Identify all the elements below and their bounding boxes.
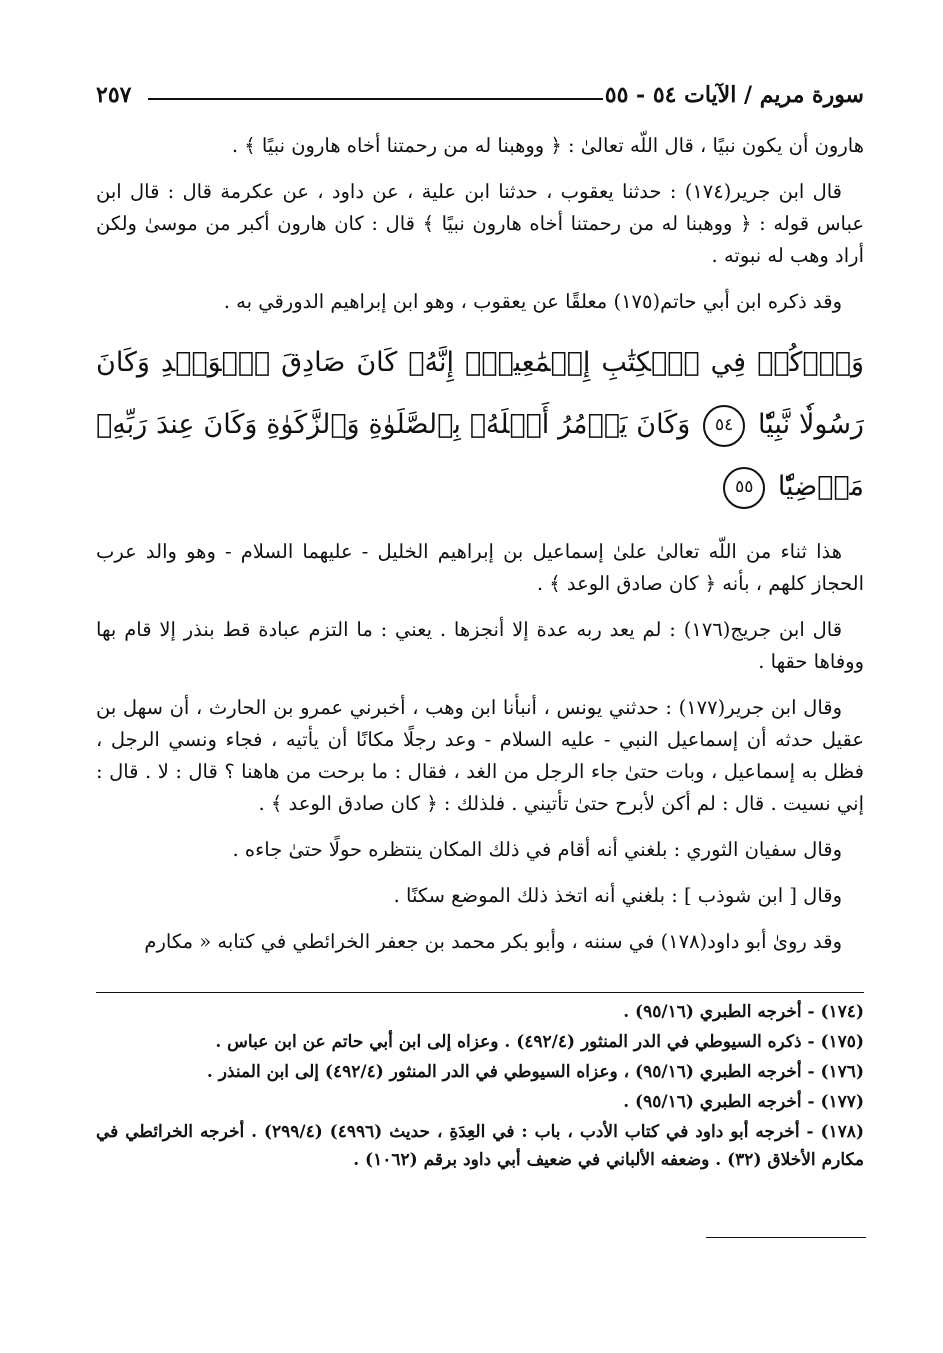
ayah-number-marker: ٥٤ <box>703 405 745 447</box>
footnote: (١٧٨) - أخرجه أبو داود في كتاب الأدب ، باب : في العِدَةِ ، حديث (٤٩٩٦) (٢٩٩/٤) . أخرجه الخرائطي في مكارم الأخلاق (٣٢) . وضعفه الألباني في ضعيف أبي داود برقم (١٠٦٢) . <box>96 1122 864 1170</box>
paragraph: وقال [ ابن شوذب ] : بلغني أنه اتخذ ذلك الموضع سكنًا . <box>393 884 842 907</box>
paragraph: وقال سفيان الثوري : بلغني أنه أقام في ذلك المكان ينتظره حولًا حتىٰ جاءه . <box>232 838 842 861</box>
paragraph: هذا ثناء من اللّه تعالىٰ علىٰ إسماعيل بن إبراهيم الخليل - عليهما السلام - وهو والد عرب الحجاز كلهم ، بأنه ﴿ كان صادق الوعد ﴾ . <box>96 540 864 595</box>
ayah-number-marker: ٥٥ <box>723 467 765 509</box>
page-number: ٢٥٧ <box>96 82 132 108</box>
end-rule <box>706 1237 866 1238</box>
footnote-rule <box>96 992 864 993</box>
footnote: (١٧٤) - أخرجه الطبري (٩٥/١٦) . <box>623 1002 864 1022</box>
body-text-top <box>96 130 864 972</box>
surah-heading: سورة مريم / الآيات ٥٤ - ٥٥ <box>604 82 864 108</box>
paragraph: قال ابن جريج(١٧٦) : لم يعد ربه عدة إلا أنجزها . يعني : ما التزم عبادة قط بنذر إلا قام بها ووفاها حقها . <box>96 618 864 673</box>
header-rule <box>148 98 603 100</box>
verse-text: وَكَانَ يَأۡمُرُ أَهۡلَهُۥ بِٱلصَّلَوٰةِ وَٱلزَّكَوٰةِ وَكَانَ عِندَ رَبِّهِۦ مَرۡضِيّٗا <box>96 409 864 502</box>
paragraph: وقد روىٰ أبو داود(١٧٨) في سننه ، وأبو بكر محمد بن جعفر الخرائطي في كتابه « مكارم <box>144 930 842 953</box>
paragraph: هارون أن يكون نبيًا ، قال اللّه تعالىٰ : ﴿ ووهبنا له من رحمتنا أخاه هارون نبيًا ﴾ . <box>231 134 864 157</box>
footnotes <box>96 998 864 1176</box>
footnote: (١٧٧) - أخرجه الطبري (٩٥/١٦) . <box>623 1092 864 1112</box>
paragraph: قال ابن جرير(١٧٤) : حدثنا يعقوب ، حدثنا ابن علية ، عن داود ، عن عكرمة قال : قال ابن عباس قوله : ﴿ ووهبنا له من رحمتنا أخاه هارون نبيًا ﴾ قال : كان هارون أكبر من موسىٰ ولكن أراد وهب له نبوته . <box>96 180 864 267</box>
paragraph: وقد ذكره ابن أبي حاتم(١٧٥) معلقًا عن يعقوب ، وهو ابن إبراهيم الدورقي به . <box>223 290 842 313</box>
page-header <box>96 78 864 118</box>
quran-verse <box>96 332 864 518</box>
footnote: (١٧٥) - ذكره السيوطي في الدر المنثور (٤٩٢/٤) . وعزاه إلى ابن أبي حاتم عن ابن عباس . <box>215 1032 864 1052</box>
paragraph: وقال ابن جرير(١٧٧) : حدثني يونس ، أنبأنا ابن وهب ، أخبرني عمرو بن الحارث ، أن سهل بن عقيل حدثه أن إسماعيل النبي - عليه السلام - وعد رجلًا مكانًا أن يأتيه ، فجاء ونسي الرجل ، فظل به إسماعيل ، وبات حتىٰ جاء الرجل من الغد ، فقال : ما برحت من هاهنا ؟ قال : لا . قال : إني نسيت . قال : لم أكن لأبرح حتىٰ تأتيني . فلذلك : ﴿ كان صادق الوعد ﴾ . <box>96 696 864 815</box>
verse-text: وَٱذۡكُرۡ فِي ٱلۡكِتَٰبِ إِسۡمَٰعِيلَۚ إِنَّهُۥ كَانَ صَادِقَ ٱلۡوَعۡدِ وَكَانَ رَسُولٗا نَّبِيّٗا <box>96 347 864 440</box>
footnote: (١٧٦) - أخرجه الطبري (٩٥/١٦) ، وعزاه السيوطي في الدر المنثور (٤٩٢/٤) إلى ابن المنذر . <box>206 1062 864 1082</box>
